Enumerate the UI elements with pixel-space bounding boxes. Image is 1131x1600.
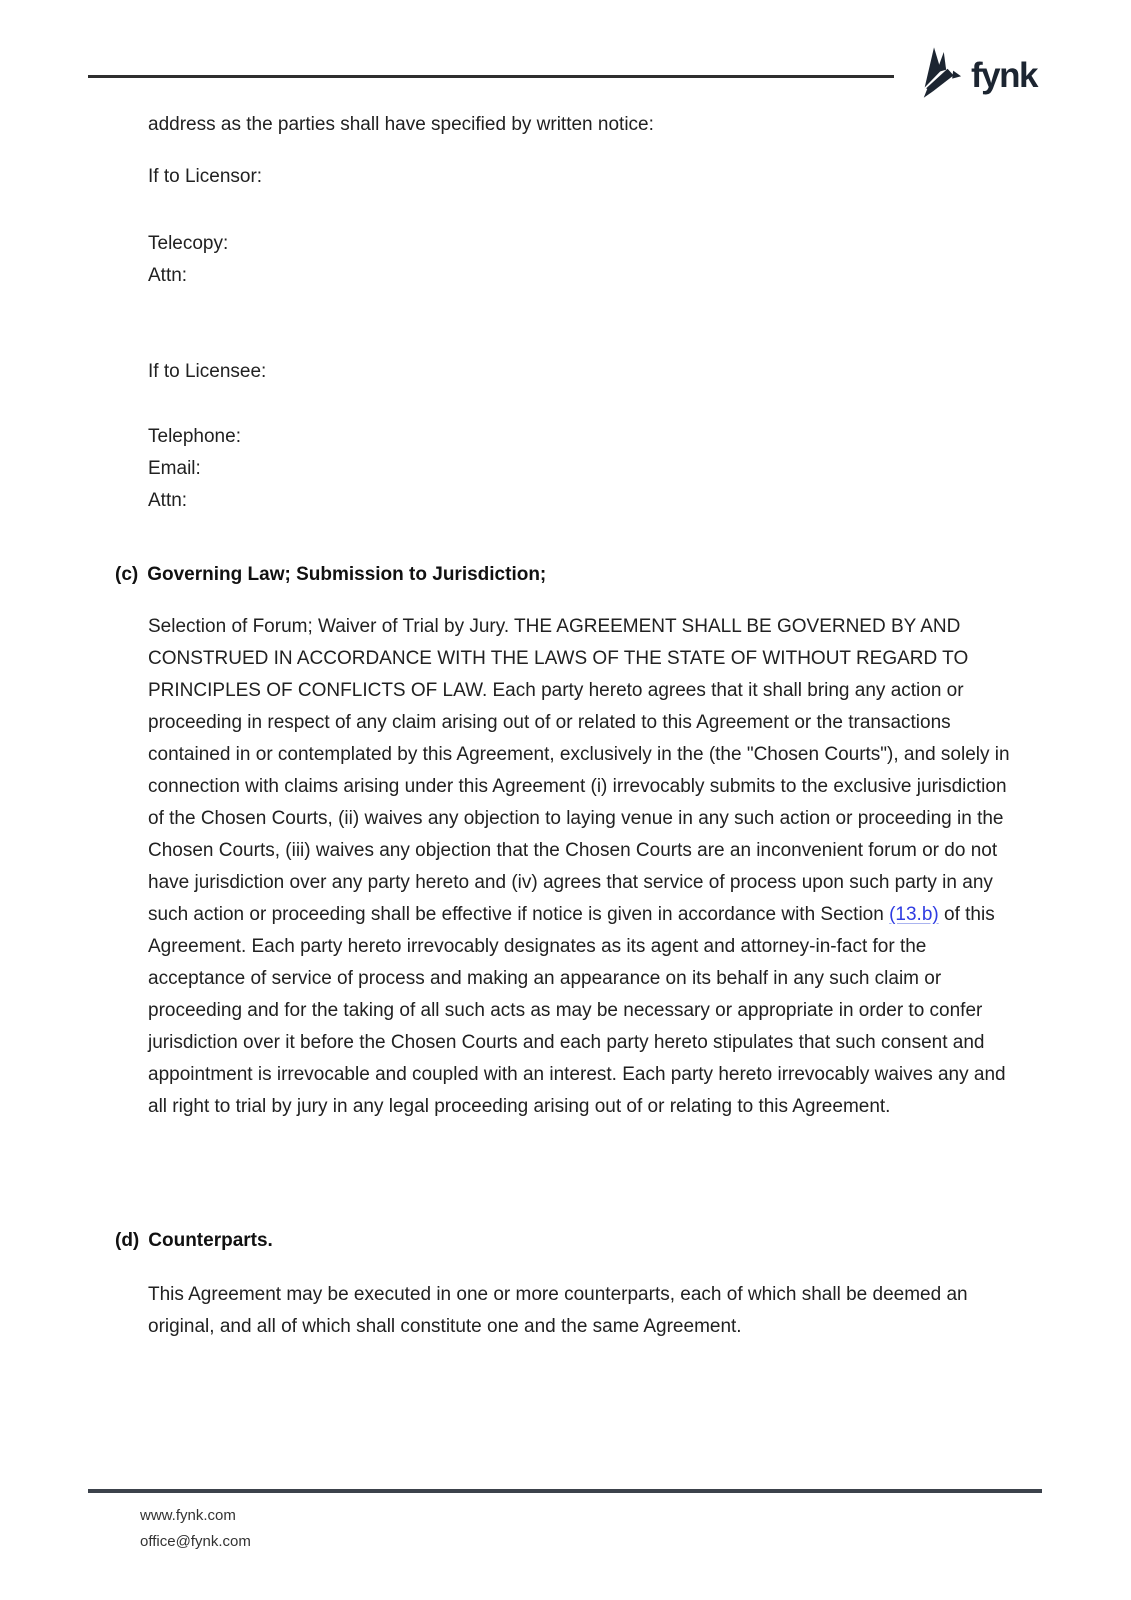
telephone-label: Telephone: xyxy=(148,426,241,447)
origami-bird-icon xyxy=(920,44,962,102)
email-label: Email: xyxy=(148,458,201,479)
header-divider xyxy=(88,75,894,78)
attn-label: Attn: xyxy=(148,490,188,511)
section-d-label: (d) xyxy=(115,1230,140,1251)
section-c-body-pre: Selection of Forum; Waiver of Trial by Jury. THE AGREEMENT SHALL BE GOVERNED BY AND CONSTRUED IN ACCORDANCE WITH THE LAWS OF THE STATE OF WITHOUT REGARD TO PRINCIPLES OF CONFLICTS OF LAW. Each party hereto agrees that it shall bring any action or proceeding in respect of any claim arising out of or related to this Agreement or the transactions contained in or contemplated by this Agreement, exclusively in the (the "Chosen Courts"), and solely in connection with claims arising under this Agreement (i) irrevocably submits to the exclusive jurisdiction of the Chosen Courts, (ii) waives any objection to laying venue in any such action or proceeding in the Chosen Courts, (iii) waives any objection that the Chosen Courts are an inconvenient forum or do not have jurisdiction over any party hereto and (iv) agrees that service of process upon such party in any such action or proceeding shall be effective if notice is given in accordance with Section xyxy=(148,616,1010,925)
section-c-paragraph xyxy=(148,611,1022,1123)
section-c-title: Governing Law; Submission to Jurisdiction; xyxy=(147,564,547,585)
brand-wordmark: fynk xyxy=(971,55,1037,95)
licensee-label: If to Licensee: xyxy=(148,361,267,382)
footer-divider xyxy=(88,1489,1042,1493)
licensor-fields xyxy=(148,228,1022,292)
telecopy-label: Telecopy: xyxy=(148,233,229,254)
footer-email: office@fynk.com xyxy=(140,1533,251,1550)
licensee-fields xyxy=(148,421,1022,517)
section-d-title: Counterparts. xyxy=(148,1230,273,1251)
notice-intro-line: address as the parties shall have specified by written notice: xyxy=(148,114,654,135)
section-c-heading xyxy=(115,559,1022,591)
fynk-logo xyxy=(920,44,1037,102)
footer-contact xyxy=(140,1503,251,1555)
footer-website: www.fynk.com xyxy=(140,1507,236,1524)
section-d-paragraph: This Agreement may be executed in one or more counterparts, each of which shall be deemed an original, and all of which shall constitute one and the same Agreement. xyxy=(148,1284,968,1337)
section-c-label: (c) xyxy=(115,564,139,585)
section-13b-link[interactable]: (13.b) xyxy=(889,904,939,925)
section-c-body-post: of this Agreement. Each party hereto irrevocably designates as its agent and attorney-in-fact for the acceptance of service of process and making an appearance on its behalf in any such claim or proceeding and for the taking of all such acts as may be necessary or appropriate in order to confer jurisdiction over it before the Chosen Courts and each party hereto stipulates that such consent and appointment is irrevocable and coupled with an interest. Each party hereto irrevocably waives any and all right to trial by jury in any legal proceeding arising out of or relating to this Agreement. xyxy=(148,904,1006,1117)
attn-label: Attn: xyxy=(148,265,188,286)
licensor-label: If to Licensor: xyxy=(148,166,263,187)
section-d-heading xyxy=(115,1225,1022,1257)
